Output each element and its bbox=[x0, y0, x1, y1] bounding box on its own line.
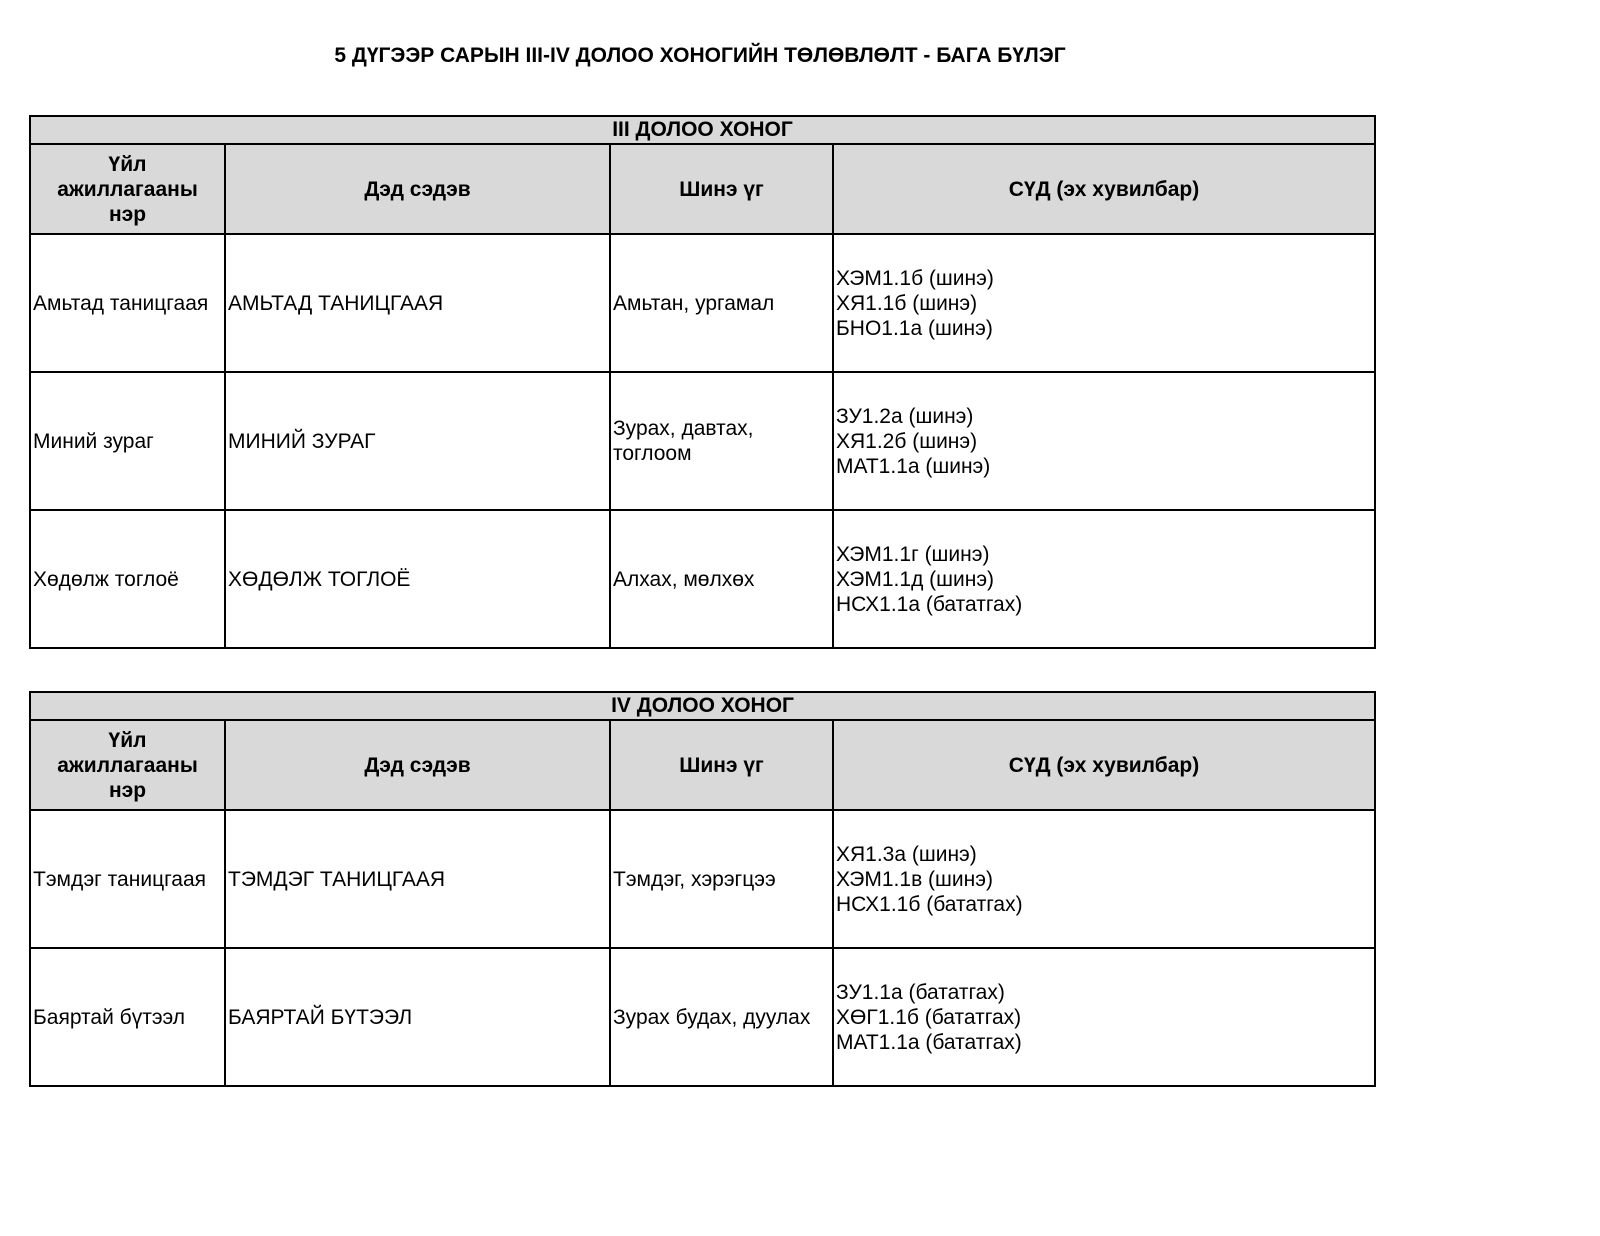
table-row bbox=[30, 372, 1375, 510]
subtopic-cell: ХӨДӨЛЖ ТОГЛОЁ bbox=[225, 510, 610, 648]
activity-cell: Миний зураг bbox=[30, 372, 225, 510]
activity-cell: Хөдөлж тоглоё bbox=[30, 510, 225, 648]
column-header-subtopic: Дэд сэдэв bbox=[225, 720, 610, 810]
week-header: III ДОЛОО ХОНОГ bbox=[30, 116, 1375, 144]
activity-cell: Баяртай бүтээл bbox=[30, 948, 225, 1086]
column-header-standard: СҮД (эх хувилбар) bbox=[833, 720, 1375, 810]
column-header-standard: СҮД (эх хувилбар) bbox=[833, 144, 1375, 234]
activity-cell: Амьтад таницгаая bbox=[30, 234, 225, 372]
new-word-cell: Зурах, давтах, тоглоом bbox=[610, 372, 833, 510]
column-header-new-word: Шинэ үг bbox=[610, 144, 833, 234]
subtopic-cell: БАЯРТАЙ БҮТЭЭЛ bbox=[225, 948, 610, 1086]
table-row bbox=[30, 234, 1375, 372]
new-word-cell: Амьтан, ургамал bbox=[610, 234, 833, 372]
week-table-iv bbox=[29, 691, 1376, 1087]
week-table-iii bbox=[29, 115, 1376, 649]
column-header-subtopic: Дэд сэдэв bbox=[225, 144, 610, 234]
standard-cell: ХЭМ1.1г (шинэ) ХЭМ1.1д (шинэ) НСХ1.1а (бататгах) bbox=[833, 510, 1375, 648]
table-row bbox=[30, 810, 1375, 948]
new-word-cell: Зурах будах, дуулах bbox=[610, 948, 833, 1086]
column-header-activity: Үйл ажиллагааны нэр bbox=[30, 720, 225, 810]
subtopic-cell: АМЬТАД ТАНИЦГААЯ bbox=[225, 234, 610, 372]
standard-cell: ЗУ1.2а (шинэ) ХЯ1.2б (шинэ) МАТ1.1а (шинэ) bbox=[833, 372, 1375, 510]
new-word-cell: Тэмдэг, хэрэгцээ bbox=[610, 810, 833, 948]
table-row bbox=[30, 948, 1375, 1086]
standard-cell: ЗУ1.1а (бататгах) ХӨГ1.1б (бататгах) МАТ1.1а (бататгах) bbox=[833, 948, 1375, 1086]
standard-cell: ХЭМ1.1б (шинэ) ХЯ1.1б (шинэ) БНО1.1а (шинэ) bbox=[833, 234, 1375, 372]
column-header-new-word: Шинэ үг bbox=[610, 720, 833, 810]
table-row bbox=[30, 510, 1375, 648]
new-word-cell: Алхах, мөлхөх bbox=[610, 510, 833, 648]
standard-cell: ХЯ1.3а (шинэ) ХЭМ1.1в (шинэ) НСХ1.1б (бататгах) bbox=[833, 810, 1375, 948]
column-header-activity: Үйл ажиллагааны нэр bbox=[30, 144, 225, 234]
subtopic-cell: ТЭМДЭГ ТАНИЦГААЯ bbox=[225, 810, 610, 948]
week-header: IV ДОЛОО ХОНОГ bbox=[30, 692, 1375, 720]
activity-cell: Тэмдэг таницгаая bbox=[30, 810, 225, 948]
document-title: 5 ДҮГЭЭР САРЫН III-IV ДОЛОО ХОНОГИЙН ТӨЛӨВЛӨЛТ - БАГА БҮЛЭГ bbox=[334, 44, 1066, 67]
subtopic-cell: МИНИЙ ЗУРАГ bbox=[225, 372, 610, 510]
